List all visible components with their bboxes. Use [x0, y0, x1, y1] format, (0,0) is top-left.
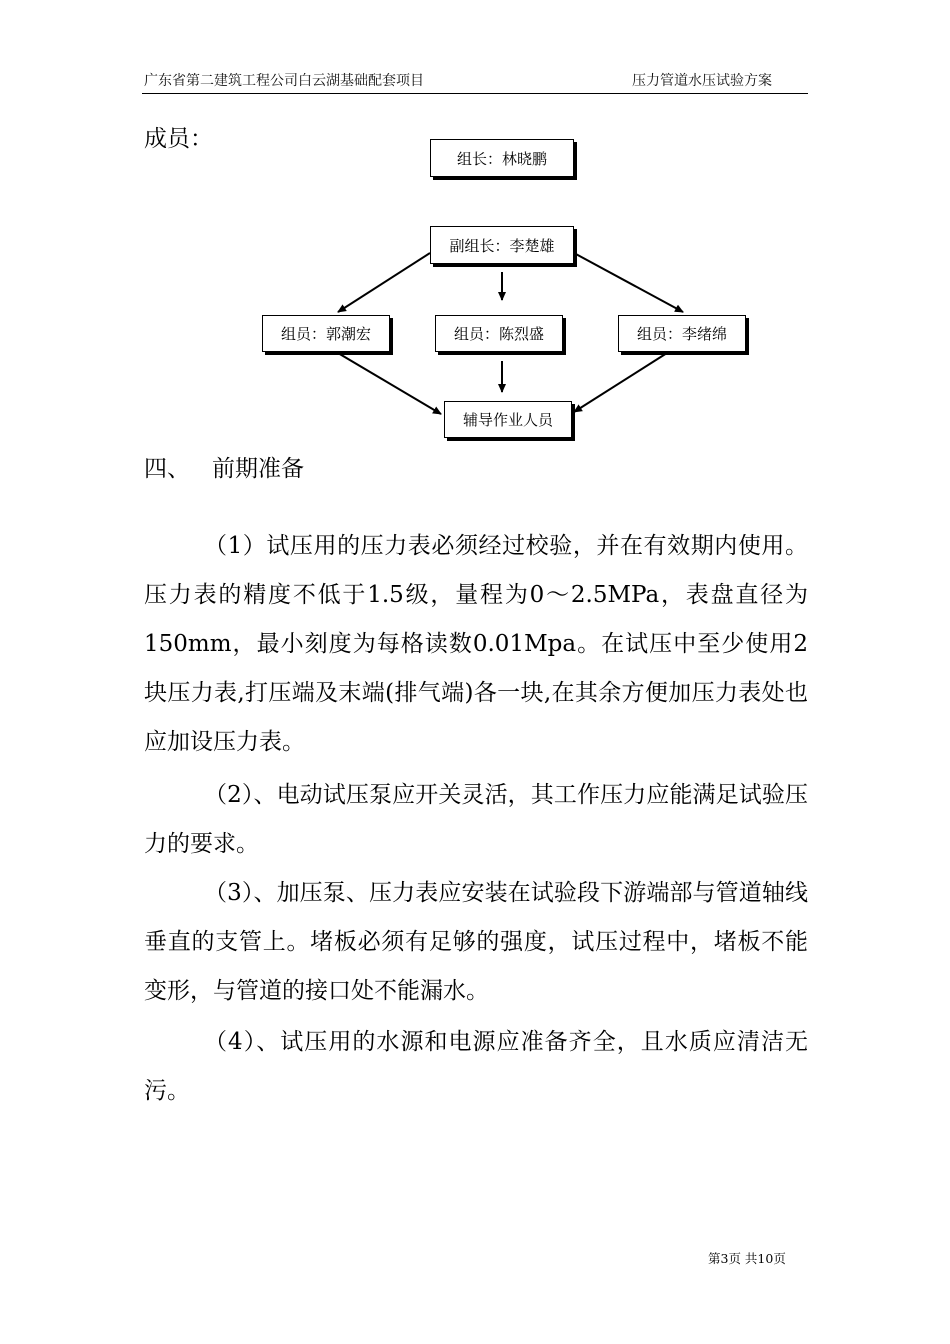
- connector-deputy-to-left: [338, 253, 430, 312]
- connector-deputy-to-right: [574, 253, 683, 312]
- members-label: 成员：: [144, 126, 213, 152]
- page-number-footer: 第3页 共10页: [708, 1251, 786, 1266]
- connector-left-to-support: [338, 353, 441, 414]
- header-document-title: 压力管道水压试验方案: [632, 73, 772, 89]
- org-node-member-center: 组员：陈烈盛: [435, 315, 563, 352]
- section-title-text: 前期准备: [212, 456, 304, 482]
- paragraph-4: （4）、试压用的水源和电源应准备齐全，且水质应清洁无污。: [144, 1029, 808, 1104]
- section-heading: [144, 450, 304, 483]
- header-project-name: 广东省第二建筑工程公司白云湖基础配套项目: [144, 73, 424, 89]
- connector-right-to-support: [574, 353, 667, 412]
- section-number: 四、: [144, 456, 190, 482]
- paragraph-3: （3）、加压泵、压力表应安装在试验段下游端部与管道轴线垂直的支管上。堵板必须有足够的强度，试压过程中，堵板不能变形，与管道的接口处不能漏水。: [144, 880, 808, 1004]
- org-node-deputy: 副组长：李楚雄: [430, 226, 574, 264]
- paragraph-1: （1）试压用的压力表必须经过校验，并在有效期内使用。压力表的精度不低于1.5级，量程为0～2.5MPa，表盘直径为150mm，最小刻度为每格读数0.01Mpa。在试压中至少使用2块压力表,打压端及末端(排气端)各一块,在其余方便加压力表处也应加设压力表。: [144, 533, 808, 755]
- paragraph-2: （2）、电动试压泵应开关灵活，其工作压力应能满足试验压力的要求。: [144, 782, 808, 857]
- org-node-support: 辅导作业人员: [444, 401, 572, 438]
- org-node-member-right: 组员：李绪绵: [618, 315, 746, 352]
- org-node-member-left: 组员：郭潮宏: [262, 315, 390, 352]
- org-node-leader: 组长：林晓鹏: [430, 139, 574, 177]
